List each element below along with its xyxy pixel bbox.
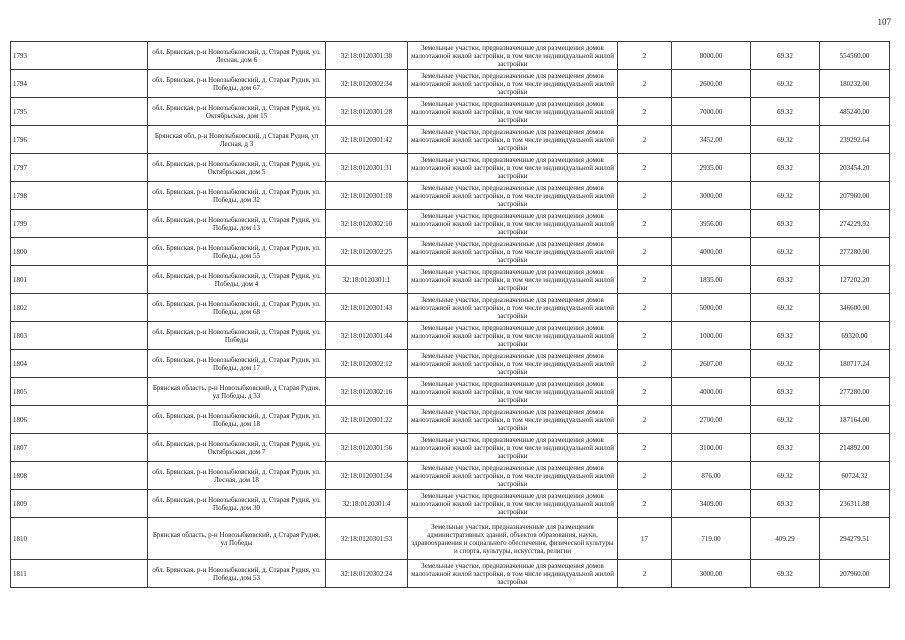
area-cell: 719.00 <box>672 518 751 560</box>
table-row <box>11 98 890 126</box>
table-row <box>11 210 890 238</box>
area-cell: 2600.00 <box>672 70 751 98</box>
address-cell: обл. Брянская, р-н Новозыбковский, д. Старая Рудня, ул. Победы, дом 17 <box>148 350 326 378</box>
specific-value-cell: 409.29 <box>751 518 820 560</box>
address-cell: Брянская обл, р-н Новозыбковский, д Старая Рудня, ул Лесная, д 3 <box>148 126 326 154</box>
cadastral-number-cell: 32:18:0120302:34 <box>326 70 408 98</box>
table-row <box>11 518 890 560</box>
permitted-use-cell: Земельные участки, предназначенные для размещения домов малоэтажной жилой застройки, в том числе индивидуальной жилой застройки <box>408 238 618 266</box>
use-group-code-cell: 2 <box>618 42 672 70</box>
row-number: 1803 <box>11 322 148 350</box>
row-number: 1806 <box>11 406 148 434</box>
permitted-use-cell: Земельные участки, предназначенные для размещения домов малоэтажной жилой застройки, в том числе индивидуальной жилой застройки <box>408 490 618 518</box>
row-number: 1804 <box>11 350 148 378</box>
cadastral-number-cell: 32:18:0120301:18 <box>326 182 408 210</box>
area-cell: 3409.00 <box>672 490 751 518</box>
area-cell: 3000.00 <box>672 560 751 588</box>
row-number: 1811 <box>11 560 148 588</box>
use-group-code-cell: 2 <box>618 182 672 210</box>
area-cell: 2935.00 <box>672 154 751 182</box>
permitted-use-cell: Земельные участки, предназначенные для размещения домов малоэтажной жилой застройки, в том числе индивидуальной жилой застройки <box>408 42 618 70</box>
address-cell: обл. Брянская, р-н Новозыбковский, д. Старая Рудня, ул. Победы, дом 18 <box>148 406 326 434</box>
cadastral-value-cell: 554560.00 <box>820 42 890 70</box>
use-group-code-cell: 2 <box>618 378 672 406</box>
cadastral-value-cell: 274229.92 <box>820 210 890 238</box>
table-body <box>11 42 890 588</box>
table-row <box>11 462 890 490</box>
area-cell: 1835.00 <box>672 266 751 294</box>
row-number: 1797 <box>11 154 148 182</box>
page-number: 107 <box>877 17 891 27</box>
permitted-use-cell: Земельные участки, предназначенные для размещения домов малоэтажной жилой застройки, в том числе индивидуальной жилой застройки <box>408 378 618 406</box>
address-cell: обл. Брянская, р-н Новозыбковский, д. Старая Рудня, ул. Победы <box>148 322 326 350</box>
permitted-use-cell: Земельные участки, предназначенные для размещения домов малоэтажной жилой застройки, в том числе индивидуальной жилой застройки <box>408 406 618 434</box>
use-group-code-cell: 2 <box>618 462 672 490</box>
table-row <box>11 378 890 406</box>
specific-value-cell: 69.32 <box>751 406 820 434</box>
cadastral-value-cell: 180717.24 <box>820 350 890 378</box>
cadastral-number-cell: 32:18:0120302:10 <box>326 210 408 238</box>
table-row <box>11 490 890 518</box>
use-group-code-cell: 2 <box>618 406 672 434</box>
address-cell: обл. Брянская, р-н Новозыбковский, д. Старая Рудня, ул. Октябрьская, дом 7 <box>148 434 326 462</box>
specific-value-cell: 69.32 <box>751 98 820 126</box>
use-group-code-cell: 17 <box>618 518 672 560</box>
cadastral-number-cell: 32:18:0120301:22 <box>326 406 408 434</box>
permitted-use-cell: Земельные участки, предназначенные для размещения домов малоэтажной жилой застройки, в том числе индивидуальной жилой застройки <box>408 126 618 154</box>
use-group-code-cell: 2 <box>618 126 672 154</box>
address-cell: обл. Брянская, р-н Новозыбковский, д. Старая Рудня, ул. Победы, дом 67 <box>148 70 326 98</box>
area-cell: 2700.00 <box>672 406 751 434</box>
cadastral-number-cell: 32:18:0120301:28 <box>326 98 408 126</box>
row-number: 1800 <box>11 238 148 266</box>
table-row <box>11 560 890 588</box>
cadastral-number-cell: 32:18:0120301:31 <box>326 154 408 182</box>
use-group-code-cell: 2 <box>618 350 672 378</box>
specific-value-cell: 69.32 <box>751 266 820 294</box>
cadastral-value-cell: 203454.20 <box>820 154 890 182</box>
table-row <box>11 238 890 266</box>
use-group-code-cell: 2 <box>618 210 672 238</box>
row-number: 1808 <box>11 462 148 490</box>
cadastral-value-cell: 180232.00 <box>820 70 890 98</box>
use-group-code-cell: 2 <box>618 322 672 350</box>
specific-value-cell: 69.32 <box>751 462 820 490</box>
cadastral-value-cell: 69320.00 <box>820 322 890 350</box>
specific-value-cell: 69.32 <box>751 238 820 266</box>
specific-value-cell: 69.32 <box>751 210 820 238</box>
use-group-code-cell: 2 <box>618 266 672 294</box>
table-row <box>11 182 890 210</box>
cadastral-number-cell: 32:18:0120301:56 <box>326 434 408 462</box>
specific-value-cell: 69.32 <box>751 70 820 98</box>
specific-value-cell: 69.32 <box>751 434 820 462</box>
address-cell: обл. Брянская, р-н Новозыбковский, д. Старая Рудня, ул. Победы, дом 32 <box>148 182 326 210</box>
area-cell: 4000.00 <box>672 378 751 406</box>
table-row <box>11 350 890 378</box>
area-cell: 3000.00 <box>672 182 751 210</box>
cadastral-value-cell: 277280.00 <box>820 378 890 406</box>
address-cell: обл. Брянская, р-н Новозыбковский, д. Старая Рудня, ул. Победы, дом 53 <box>148 560 326 588</box>
table-row <box>11 154 890 182</box>
cadastral-number-cell: 32:18:0120301:43 <box>326 294 408 322</box>
address-cell: обл. Брянская, р-н Новозыбковский, д. Старая Рудня, ул. Победы, дом 4 <box>148 266 326 294</box>
table-row <box>11 126 890 154</box>
address-cell: Брянская область, р-н Новозыбковский, д Старая Рудня, ул Победы <box>148 518 326 560</box>
permitted-use-cell: Земельные участки, предназначенные для размещения домов малоэтажной жилой застройки, в том числе индивидуальной жилой застройки <box>408 560 618 588</box>
use-group-code-cell: 2 <box>618 70 672 98</box>
row-number: 1801 <box>11 266 148 294</box>
area-cell: 7000.00 <box>672 98 751 126</box>
cadastral-number-cell: 32:18:0120301:42 <box>326 126 408 154</box>
use-group-code-cell: 2 <box>618 560 672 588</box>
cadastral-value-cell: 187164.00 <box>820 406 890 434</box>
permitted-use-cell: Земельные участки, предназначенные для размещения домов малоэтажной жилой застройки, в том числе индивидуальной жилой застройки <box>408 462 618 490</box>
table-row <box>11 42 890 70</box>
address-cell: обл. Брянская, р-н Новозыбковский, д. Старая Рудня, ул. Октябрьская, дом 5 <box>148 154 326 182</box>
area-cell: 3452.00 <box>672 126 751 154</box>
cadastral-value-cell: 214892.00 <box>820 434 890 462</box>
use-group-code-cell: 2 <box>618 294 672 322</box>
area-cell: 2607.00 <box>672 350 751 378</box>
area-cell: 3956.00 <box>672 210 751 238</box>
cadastral-value-cell: 346600.00 <box>820 294 890 322</box>
address-cell: обл. Брянская, р-н Новозыбковский, д. Старая Рудня, ул. Победы, дом 68 <box>148 294 326 322</box>
use-group-code-cell: 2 <box>618 98 672 126</box>
row-number: 1809 <box>11 490 148 518</box>
specific-value-cell: 69.32 <box>751 126 820 154</box>
permitted-use-cell: Земельные участки, предназначенные для размещения домов малоэтажной жилой застройки, в том числе индивидуальной жилой застройки <box>408 98 618 126</box>
cadastral-value-cell: 127202.20 <box>820 266 890 294</box>
cadastral-value-cell: 236311.88 <box>820 490 890 518</box>
cadastral-value-cell: 294279.51 <box>820 518 890 560</box>
row-number: 1795 <box>11 98 148 126</box>
cadastral-value-cell: 207960.00 <box>820 182 890 210</box>
table-row <box>11 322 890 350</box>
cadastral-number-cell: 32:18:0120301:34 <box>326 462 408 490</box>
cadastral-value-cell: 485240.00 <box>820 98 890 126</box>
specific-value-cell: 69.32 <box>751 350 820 378</box>
use-group-code-cell: 2 <box>618 490 672 518</box>
row-number: 1794 <box>11 70 148 98</box>
row-number: 1796 <box>11 126 148 154</box>
cadastral-number-cell: 32:18:0120301:1 <box>326 266 408 294</box>
area-cell: 3100.00 <box>672 434 751 462</box>
permitted-use-cell: Земельные участки, предназначенные для размещения домов малоэтажной жилой застройки, в том числе индивидуальной жилой застройки <box>408 182 618 210</box>
row-number: 1805 <box>11 378 148 406</box>
area-cell: 1000.00 <box>672 322 751 350</box>
cadastral-number-cell: 32:18:0120301:53 <box>326 518 408 560</box>
area-cell: 8000.00 <box>672 42 751 70</box>
specific-value-cell: 69.32 <box>751 294 820 322</box>
row-number: 1810 <box>11 518 148 560</box>
address-cell: обл. Брянская, р-н Новозыбковский, д. Старая Рудня, ул. Лесная, дом 6 <box>148 42 326 70</box>
use-group-code-cell: 2 <box>618 238 672 266</box>
permitted-use-cell: Земельные участки, предназначенные для размещения административных зданий, объектов образования, науки, здравоохранения и социального обеспечения, физической культуры и спорта, культуры, искусства, религии <box>408 518 618 560</box>
cadastral-number-cell: 32:18:0120301:38 <box>326 42 408 70</box>
row-number: 1798 <box>11 182 148 210</box>
permitted-use-cell: Земельные участки, предназначенные для размещения домов малоэтажной жилой застройки, в том числе индивидуальной жилой застройки <box>408 350 618 378</box>
specific-value-cell: 69.32 <box>751 560 820 588</box>
cadastral-number-cell: 32:18:0120302:25 <box>326 238 408 266</box>
row-number: 1807 <box>11 434 148 462</box>
cadastral-number-cell: 32:18:0120301:4 <box>326 490 408 518</box>
cadastral-value-cell: 239292.64 <box>820 126 890 154</box>
cadastral-value-cell: 60724.32 <box>820 462 890 490</box>
table-row <box>11 70 890 98</box>
permitted-use-cell: Земельные участки, предназначенные для размещения домов малоэтажной жилой застройки, в том числе индивидуальной жилой застройки <box>408 294 618 322</box>
specific-value-cell: 69.32 <box>751 42 820 70</box>
specific-value-cell: 69.32 <box>751 322 820 350</box>
row-number: 1793 <box>11 42 148 70</box>
table-row <box>11 294 890 322</box>
address-cell: обл. Брянская, р-н Новозыбковский, д. Старая Рудня, ул. Победы, дом 30 <box>148 490 326 518</box>
row-number: 1799 <box>11 210 148 238</box>
specific-value-cell: 69.32 <box>751 378 820 406</box>
area-cell: 876.00 <box>672 462 751 490</box>
permitted-use-cell: Земельные участки, предназначенные для размещения домов малоэтажной жилой застройки, в том числе индивидуальной жилой застройки <box>408 154 618 182</box>
permitted-use-cell: Земельные участки, предназначенные для размещения домов малоэтажной жилой застройки, в том числе индивидуальной жилой застройки <box>408 266 618 294</box>
cadastral-number-cell: 32:18:0120301:44 <box>326 322 408 350</box>
address-cell: Брянская область, р-н Новозыбковский, д Старая Рудня, ул Победы, д 33 <box>148 378 326 406</box>
area-cell: 5000.00 <box>672 294 751 322</box>
address-cell: обл. Брянская, р-н Новозыбковский, д. Старая Рудня, ул. Победы, дом 13 <box>148 210 326 238</box>
use-group-code-cell: 2 <box>618 154 672 182</box>
table-row <box>11 406 890 434</box>
permitted-use-cell: Земельные участки, предназначенные для размещения домов малоэтажной жилой застройки, в том числе индивидуальной жилой застройки <box>408 322 618 350</box>
permitted-use-cell: Земельные участки, предназначенные для размещения домов малоэтажной жилой застройки, в том числе индивидуальной жилой застройки <box>408 70 618 98</box>
permitted-use-cell: Земельные участки, предназначенные для размещения домов малоэтажной жилой застройки, в том числе индивидуальной жилой застройки <box>408 210 618 238</box>
address-cell: обл. Брянская, р-н Новозыбковский, д. Старая Рудня, ул. Лесная, дом 18 <box>148 462 326 490</box>
cadastral-value-cell: 207960.00 <box>820 560 890 588</box>
cadastral-value-cell: 277280.00 <box>820 238 890 266</box>
cadastral-value-table <box>10 41 890 588</box>
specific-value-cell: 69.32 <box>751 490 820 518</box>
table-row <box>11 266 890 294</box>
specific-value-cell: 69.32 <box>751 182 820 210</box>
specific-value-cell: 69.32 <box>751 154 820 182</box>
permitted-use-cell: Земельные участки, предназначенные для размещения домов малоэтажной жилой застройки, в том числе индивидуальной жилой застройки <box>408 434 618 462</box>
row-number: 1802 <box>11 294 148 322</box>
table-row <box>11 434 890 462</box>
area-cell: 4000.00 <box>672 238 751 266</box>
address-cell: обл. Брянская, р-н Новозыбковский, д. Старая Рудня, ул. Победы, дом 55 <box>148 238 326 266</box>
use-group-code-cell: 2 <box>618 434 672 462</box>
cadastral-number-cell: 32:18:0120302:16 <box>326 378 408 406</box>
cadastral-number-cell: 32:18:0120302:12 <box>326 350 408 378</box>
cadastral-number-cell: 32:18:0120302:24 <box>326 560 408 588</box>
address-cell: обл. Брянская, р-н Новозыбковский, д. Старая Рудня, ул. Октябрьская, дом 15 <box>148 98 326 126</box>
